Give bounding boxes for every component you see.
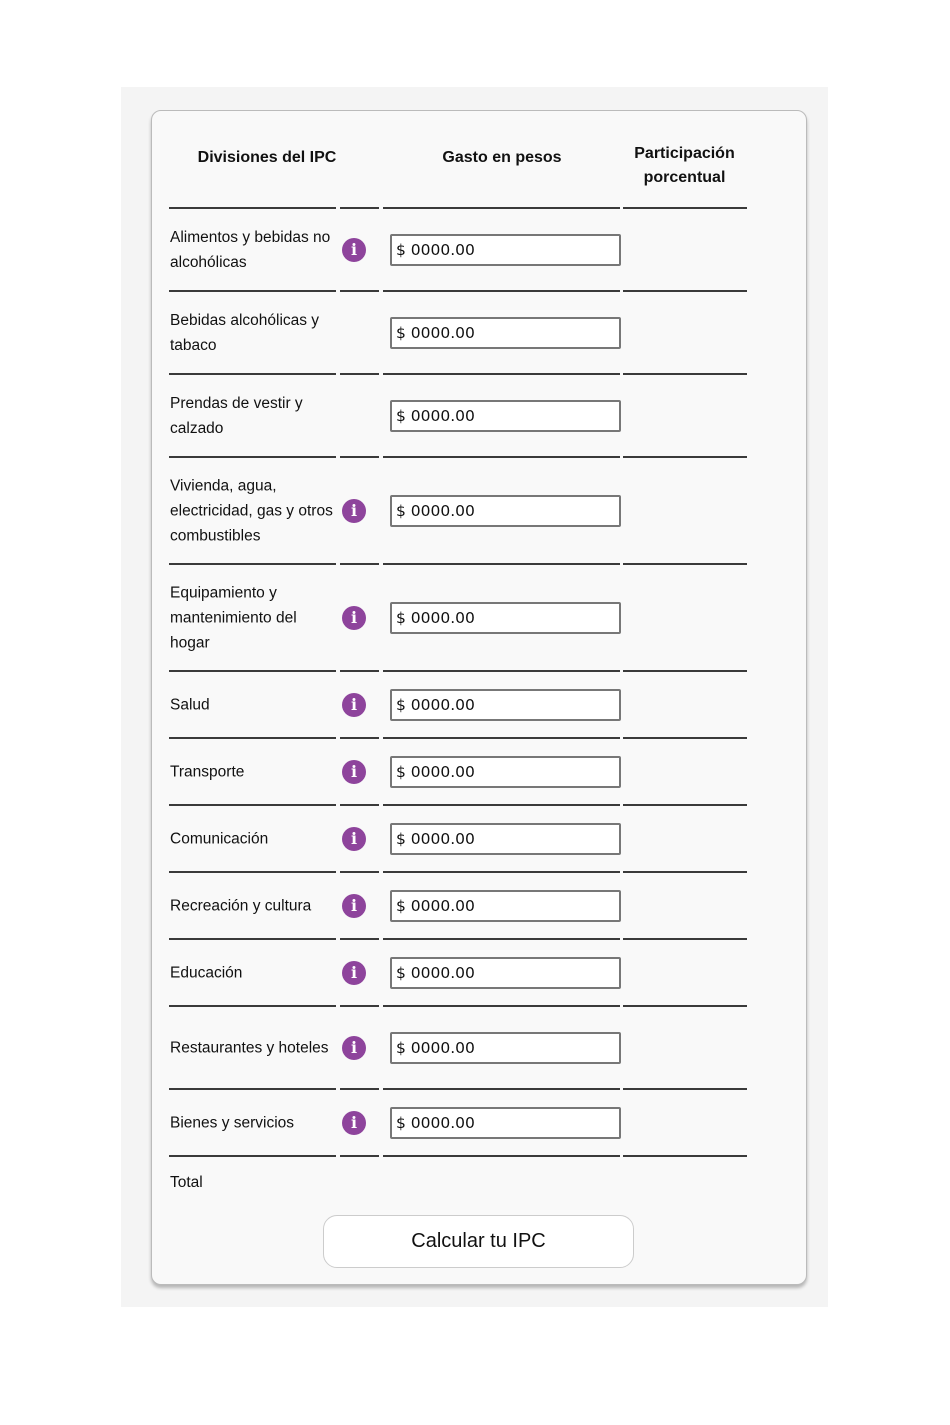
calcular-ipc-button[interactable]: Calcular tu IPC <box>323 1215 634 1268</box>
gasto-input[interactable]: $ 0000.00 <box>390 400 621 432</box>
header-gasto: Gasto en pesos <box>442 149 562 166</box>
division-label: Equipamiento y mantenimiento del hogar <box>170 584 297 651</box>
gasto-input[interactable]: $ 0000.00 <box>390 1107 621 1139</box>
table-row <box>169 737 747 804</box>
header-divisiones: Divisiones del IPC <box>197 149 337 166</box>
table-row <box>169 563 747 670</box>
info-icon[interactable]: i <box>342 1036 366 1060</box>
table-row <box>169 456 747 563</box>
gasto-input[interactable]: $ 0000.00 <box>390 890 621 922</box>
total-label: Total <box>170 1174 203 1191</box>
info-icon[interactable]: i <box>342 760 366 784</box>
table-row <box>169 804 747 871</box>
table-row <box>169 871 747 938</box>
gasto-input[interactable]: $ 0000.00 <box>390 689 621 721</box>
gasto-input[interactable]: $ 0000.00 <box>390 823 621 855</box>
gasto-input[interactable]: $ 0000.00 <box>390 756 621 788</box>
division-label: Recreación y cultura <box>170 897 312 914</box>
gasto-input[interactable]: $ 0000.00 <box>390 602 621 634</box>
table-row <box>169 1005 747 1088</box>
division-label: Vivienda, agua, electricidad, gas y otros combustibles <box>170 477 333 544</box>
ipc-calculator-card <box>151 110 807 1285</box>
table-row <box>169 290 747 373</box>
gasto-input[interactable]: $ 0000.00 <box>390 234 621 266</box>
division-label: Bebidas alcohólicas y tabaco <box>170 311 320 354</box>
division-label: Salud <box>170 696 210 713</box>
info-icon[interactable]: i <box>342 961 366 985</box>
table-row <box>169 938 747 1005</box>
division-label: Bienes y servicios <box>170 1114 295 1131</box>
division-label: Restaurantes y hoteles <box>170 1039 329 1056</box>
info-icon[interactable]: i <box>342 238 366 262</box>
info-icon[interactable]: i <box>342 606 366 630</box>
division-label: Comunicación <box>170 830 269 847</box>
table-row <box>169 207 747 290</box>
division-label: Educación <box>170 964 243 981</box>
table-row <box>169 670 747 737</box>
table-row <box>169 1088 747 1155</box>
table-header <box>152 111 806 209</box>
gasto-input[interactable]: $ 0000.00 <box>390 317 621 349</box>
gasto-input[interactable]: $ 0000.00 <box>390 1032 621 1064</box>
gasto-input[interactable]: $ 0000.00 <box>390 957 621 989</box>
division-label: Transporte <box>170 763 245 780</box>
gasto-input[interactable]: $ 0000.00 <box>390 495 621 527</box>
ipc-table-rows <box>169 207 747 1157</box>
table-bottom-divider <box>169 1155 747 1157</box>
info-icon[interactable]: i <box>342 894 366 918</box>
division-label: Prendas de vestir y calzado <box>170 394 303 437</box>
info-icon[interactable]: i <box>342 499 366 523</box>
table-row <box>169 373 747 456</box>
info-icon[interactable]: i <box>342 1111 366 1135</box>
info-icon[interactable]: i <box>342 827 366 851</box>
division-label: Alimentos y bebidas no alcohólicas <box>170 228 331 271</box>
header-participacion: Participación porcentual <box>634 145 735 186</box>
info-icon[interactable]: i <box>342 693 366 717</box>
